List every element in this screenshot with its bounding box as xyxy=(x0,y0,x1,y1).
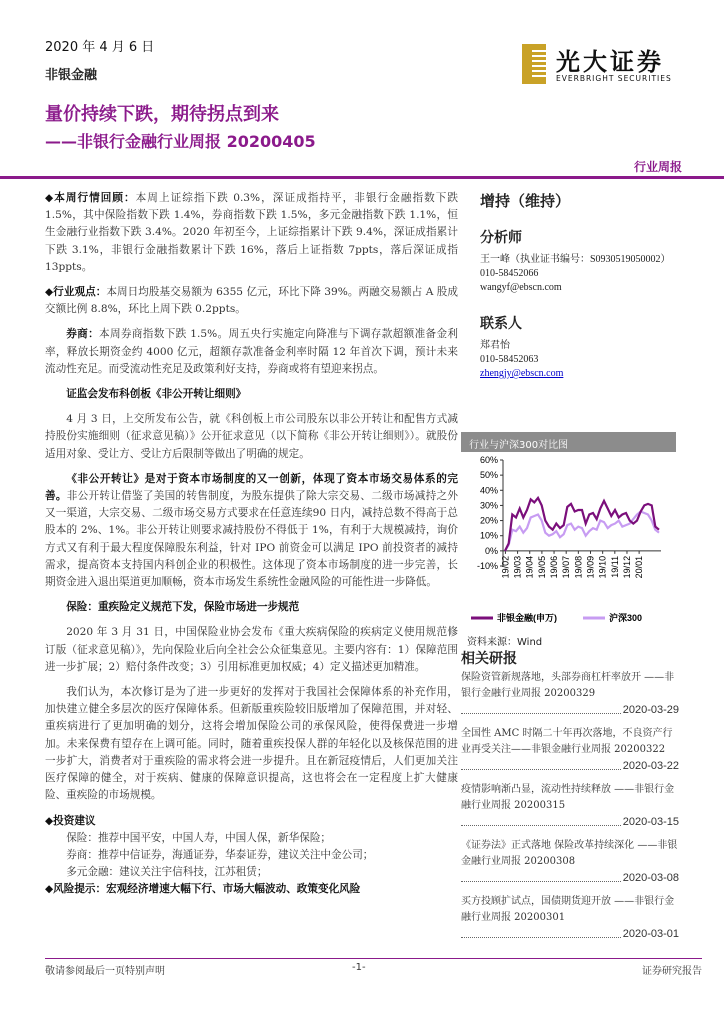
chart-svg xyxy=(461,452,676,627)
report-subtitle: ——非银行金融行业周报 20200405 xyxy=(45,132,316,151)
market-review xyxy=(45,190,458,276)
related-report-item[interactable] xyxy=(461,838,679,886)
related-report-title[interactable]: 《证券法》正式落地 保险改革持续深化 ——非银金融行业周报 20200308 xyxy=(461,840,678,867)
y-tick-label: 40% xyxy=(479,485,498,496)
paragraph-text: 非公开转让借鉴了美国的转售制度，为股东提供了除大宗交易、二级市场减持之外又一渠道，大宗交易、二级市场交易方式要求在任意连续90 日内，减持总数不得高于总股本的 2%、1%。非公开转让则要求减持股份不得低于 1%，有利于大规模减持，询价方式又有利于最大程度保障股东利益，针对 IPO 前资金可以满足 IPO 前投资者的减持需求，提高资本支持国内科创企业的积极性。这体现了资本市场制度的进一步完善，长期资金进入退出渠道更加顺畅，资本市场发生系统性金融风险的可能性进一步降低。 xyxy=(45,490,459,589)
y-tick-label: 20% xyxy=(479,515,498,526)
related-report-item[interactable] xyxy=(461,670,679,718)
dot-leader xyxy=(461,713,621,714)
related-report-item[interactable] xyxy=(461,894,679,942)
y-tick-label: 10% xyxy=(479,530,498,541)
contact-phone: 010-58452063 xyxy=(480,354,539,365)
analyst-email: wangyf@ebscn.com xyxy=(480,282,562,293)
invest-item: 多元金融：建议关注宇信科技，江苏租赁； xyxy=(66,866,268,879)
x-tick-label: 19/09 xyxy=(585,555,596,579)
related-heading: 相关研报 xyxy=(461,651,517,667)
dot-leader xyxy=(461,825,621,826)
sector-label: 非银金融 xyxy=(45,68,98,83)
section-heading: 保险：重疾险定义规范下发，保险市场进一步规范 xyxy=(66,601,300,614)
related-report-date: 2020-03-01 xyxy=(622,928,679,940)
contact-email-link[interactable]: zhengjy@ebscn.com xyxy=(480,368,564,379)
x-tick-label: 20/01 xyxy=(634,555,645,579)
dot-leader xyxy=(461,769,621,770)
legend-label: 沪深300 xyxy=(609,613,643,623)
footer-divider xyxy=(45,958,702,959)
invest-item: 保险：推荐中国平安，中国人寿，中国人保，新华保险； xyxy=(66,831,332,844)
logo-mark-icon xyxy=(522,44,546,84)
rating: 增持（维持） xyxy=(480,192,571,210)
logo-text-en: EVERBRIGHT SECURITIES xyxy=(556,74,672,83)
sidebar xyxy=(480,190,702,381)
related-report-title[interactable]: 买方投顾扩试点，国债期货迎开放 ——非银行金融行业周报 20200301 xyxy=(461,896,675,923)
chart-title: 行业与沪深300对比图 xyxy=(461,432,676,452)
footer-report-label: 证券研究报告 xyxy=(642,966,702,977)
related-reports xyxy=(461,648,679,950)
paragraph: 我们认为，本次修订是为了进一步更好的发挥对于我国社会保障体系的补充作用，加快建立健全多层次的医疗保障体系。但新版重疾险较旧版增加了保障范围，并对轻、重疾病进行了更加明确的划分，这将会增加保险公司的承保风险，使得保费进一步增加。未来保费有望存在上调可能。同时，随着重疾投保人群的年轻化以及核保范围的进一步扩大，消费者对于重疾险的需求将会进一步提升。且在新冠疫情后，人们更加关注医疗保障的健全，对于疾病、健康的保障意识提高，这也将会在一定程度上扩大健康险、重疾险的市场规模。 xyxy=(45,686,458,802)
invest-item: 券商：推荐中信证券，海通证券，华泰证券，建议关注中金公司； xyxy=(66,848,374,861)
everbright-logo xyxy=(522,44,682,88)
contact-heading: 联系人 xyxy=(480,316,522,332)
header-divider xyxy=(0,176,724,179)
x-tick-label: 19/11 xyxy=(609,555,620,578)
related-report-date: 2020-03-08 xyxy=(622,872,679,884)
analyst-name: 王一峰（执业证书编号：S0930519050002） xyxy=(480,254,671,265)
y-tick-label: 30% xyxy=(479,500,498,511)
paragraph-bold: 《非公开转让》是对于资本市场制度的又一创新，体现了资本市场交易体系的完善。 xyxy=(45,472,458,503)
x-tick-label: 19/07 xyxy=(561,555,572,579)
related-report-title[interactable]: 全国性 AMC 时隔二十年再次落地，不良资产行业再受关注——非银金融行业周报 20200322 xyxy=(461,728,673,755)
brokerage-label: 券商： xyxy=(66,328,100,341)
x-tick-label: 19/05 xyxy=(536,555,547,579)
footer-disclaimer: 敬请参阅最后一页特别声明 xyxy=(45,966,165,977)
x-tick-label: 19/12 xyxy=(621,555,632,579)
report-date: 2020 年 4 月 6 日 xyxy=(45,40,155,55)
industry-view xyxy=(45,284,458,318)
y-tick-label: 50% xyxy=(479,470,498,481)
x-tick-label: 19/10 xyxy=(597,555,608,579)
legend-label: 非银金融(申万) xyxy=(497,613,557,623)
x-tick-label: 19/08 xyxy=(573,555,584,579)
related-report-date: 2020-03-15 xyxy=(622,816,679,828)
x-tick-label: 19/06 xyxy=(549,555,560,579)
related-report-item[interactable] xyxy=(461,726,679,774)
industry-view-text: 本周日均股基交易额为 6355 亿元，环比下降 39%。两融交易额占 A 股成交额比例 8.8%，环比上周下跌 0.2ppts。 xyxy=(45,286,458,316)
dot-leader xyxy=(461,881,621,882)
industry-view-label: ◆行业观点： xyxy=(45,286,107,299)
analyst-heading: 分析师 xyxy=(480,230,522,246)
related-report-title[interactable]: 疫情影响渐凸显，流动性持续释放 ——非银行金融行业周报 20200315 xyxy=(461,784,675,811)
x-tick-label: 19/04 xyxy=(524,555,535,579)
brokerage-view xyxy=(45,326,458,378)
paragraph: 4 月 3 日，上交所发布公告，就《科创板上市公司股东以非公开转让和配售方式减持股份实施细则（征求意见稿）》公开征求意见（以下简称《非公开转让细则》）。就股份适用对象、受让方、受让方后限制等做出了明确的规定。 xyxy=(45,413,458,460)
section-heading: 证监会发布科创板《非公开转让细则》 xyxy=(66,388,247,401)
report-title: 量价持续下跌，期待拐点到来 xyxy=(45,104,279,125)
page-number: -1- xyxy=(352,962,366,973)
main-body xyxy=(45,190,458,899)
series-line xyxy=(505,512,659,551)
brokerage-text: 本周券商指数下跌 1.5%。周五央行实施定向降准与下调存款超额准备金利率，释放长期资金约 4000 亿元，超额存款准备金利率时隔 12 年首次下调，预计未来流动性充足。而受流动性充足及政策利好支持，券商或将有望迎来拐点。 xyxy=(45,328,459,375)
y-tick-label: 60% xyxy=(479,455,498,465)
x-tick-label: 19/02 xyxy=(500,555,511,579)
y-tick-label: -10% xyxy=(476,561,498,571)
comparison-chart xyxy=(461,432,676,648)
invest-title xyxy=(45,813,458,830)
dot-leader xyxy=(461,937,621,938)
related-report-date: 2020-03-22 xyxy=(622,760,679,772)
chart-source: 资料来源：Wind xyxy=(467,637,543,648)
analyst-phone: 010-58452066 xyxy=(480,268,539,279)
report-type: 行业周报 xyxy=(633,160,682,174)
y-tick-label: 0% xyxy=(484,545,498,556)
paragraph xyxy=(45,471,458,591)
x-tick-label: 19/03 xyxy=(512,555,523,579)
contact-name: 郑君怡 xyxy=(480,340,510,351)
invest-title-text: ◆投资建议 xyxy=(45,814,96,827)
market-review-text: 本周上证综指下跌 0.3%，深证成指持平，非银行金融指数下跌 1.5%，其中保险指数下跌 1.4%，券商指数下跌 1.5%，多元金融指数下跌 1.1%，恒生金融行业指数下跌 3.4%。2020 年初至今，上证综指累计下跌 9.4%，深证成指累计下跌 3.1%，非银行金融指数累计下跌 16%，落后上证指数 7ppts，落后深证成指 13ppts。 xyxy=(45,192,458,273)
logo-text-cn: 光大证券 xyxy=(556,47,664,76)
related-report-item[interactable] xyxy=(461,782,679,830)
risk-warning: ◆风险提示：宏观经济增速大幅下行、市场大幅波动、政策变化风险 xyxy=(45,883,361,896)
related-report-date: 2020-03-29 xyxy=(622,704,679,716)
paragraph: 2020 年 3 月 31 日，中国保险业协会发布《重大疾病保险的疾病定义使用规范修订版（征求意见稿）》，先向保险业后向全社会公众征集意见。主要内容有：1）保障范围进一步扩展；2）赔付条件改变；3）引用标准更加权威；4）定义描述更加精准。 xyxy=(45,626,458,673)
market-review-label: ◆本周行情回顾： xyxy=(45,192,136,204)
related-report-title[interactable]: 保险资管新规落地，头部券商杠杆率放开 ——非银行金融行业周报 20200329 xyxy=(461,672,675,699)
